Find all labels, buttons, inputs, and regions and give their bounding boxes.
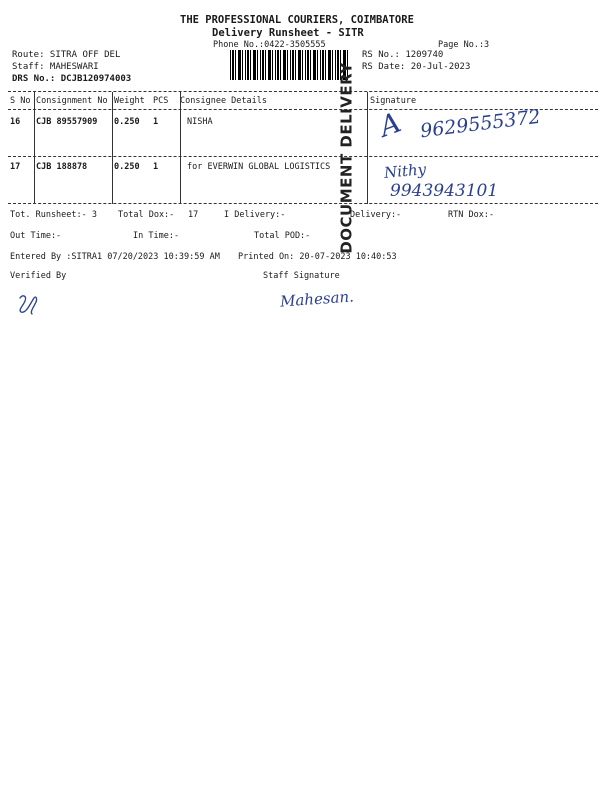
total-pod-label: Total POD:- xyxy=(254,231,311,241)
page-number: Page No.:3 xyxy=(438,40,490,50)
rs-number: RS No.: 1209740 xyxy=(362,50,444,60)
col-header-sno: S No xyxy=(10,96,31,106)
row-pcs: 1 xyxy=(153,162,159,172)
in-time-label: In Time:- xyxy=(133,231,180,241)
printed-on: Printed On: 20-07-2023 10:40:53 xyxy=(238,252,397,262)
delivery-label: Delivery:- xyxy=(350,210,402,220)
i-delivery-label: I Delivery:- xyxy=(224,210,286,220)
out-time-label: Out Time:- xyxy=(10,231,62,241)
row-rule xyxy=(8,156,598,157)
barcode xyxy=(230,50,350,80)
row-consignment: CJB 89557909 xyxy=(36,117,98,127)
route-label: Route: SITRA OFF DEL xyxy=(12,50,121,60)
table-bottom-rule xyxy=(8,203,598,204)
col-divider xyxy=(34,92,35,204)
phone-number: Phone No.:0422-3505555 xyxy=(213,40,326,50)
verified-signature-scribble xyxy=(14,290,44,320)
col-divider xyxy=(180,92,181,204)
table-top-rule xyxy=(8,91,598,92)
total-runsheet: Tot. Runsheet:- 3 xyxy=(10,210,97,220)
signature-phone: 9629555372 xyxy=(419,105,542,143)
row-pcs: 1 xyxy=(153,117,159,127)
row-weight: 0.250 xyxy=(114,162,140,172)
row-weight: 0.250 xyxy=(114,117,140,127)
col-header-weight: Weight xyxy=(114,96,145,106)
row-sno: 16 xyxy=(10,117,21,127)
company-title: THE PROFESSIONAL COURIERS, COIMBATORE xyxy=(180,14,414,26)
staff-signature: Mahesan. xyxy=(279,287,355,311)
row-sno: 17 xyxy=(10,162,21,172)
col-header-consignment: Consignment No xyxy=(36,96,108,106)
signature-phone: 9943943101 xyxy=(390,181,499,201)
col-header-consignee: Consignee Details xyxy=(180,96,267,106)
signature-mark: A xyxy=(374,105,406,144)
rtn-dox-label: RTN Dox:- xyxy=(448,210,495,220)
drs-number: DRS No.: DCJB120974003 xyxy=(12,74,132,84)
staff-signature-label: Staff Signature xyxy=(263,271,340,281)
document-delivery-stamp: DOCUMENT DELIVERY xyxy=(338,62,357,254)
entered-by: Entered By :SITRA1 07/20/2023 10:39:59 AM xyxy=(10,252,220,262)
total-dox-value: 17 xyxy=(188,210,199,220)
row-consignee: for EVERWIN GLOBAL LOGISTICS xyxy=(187,162,331,172)
signature-name: Nithy xyxy=(383,160,427,182)
total-dox-label: Total Dox:- xyxy=(118,210,175,220)
col-divider xyxy=(112,92,113,204)
verified-by-label: Verified By xyxy=(10,271,67,281)
staff-label: Staff: MAHESWARI xyxy=(12,62,99,72)
row-consignee: NISHA xyxy=(187,117,213,127)
col-header-signature: Signature xyxy=(370,96,417,106)
rs-date: RS Date: 20-Jul-2023 xyxy=(362,62,471,72)
row-consignment: CJB 188878 xyxy=(36,162,88,172)
col-divider xyxy=(367,92,368,204)
col-header-pcs: PCS xyxy=(153,96,169,106)
runsheet-subtitle: Delivery Runsheet - SITR xyxy=(212,27,364,39)
